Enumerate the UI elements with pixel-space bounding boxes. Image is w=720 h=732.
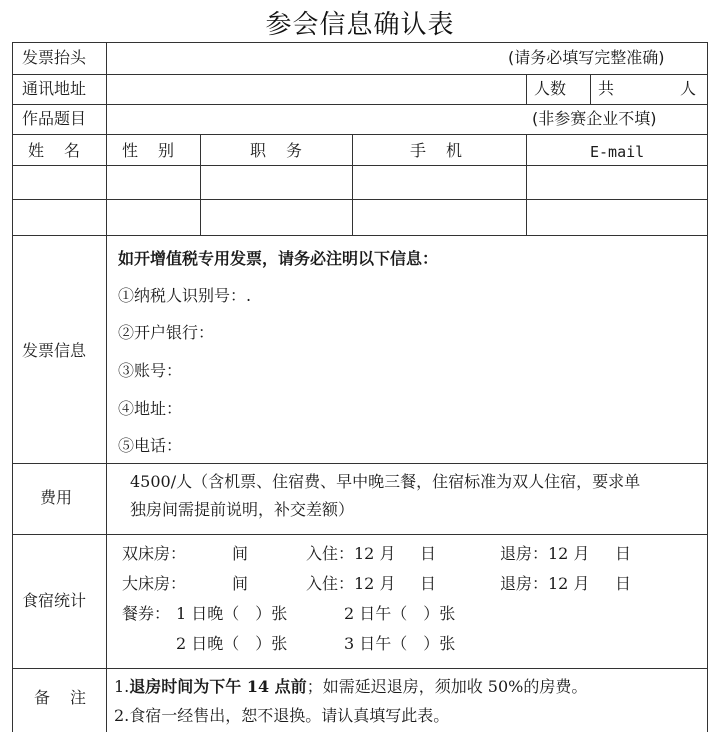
address-label: 通讯地址: [22, 79, 87, 98]
fee-line-2: 独房间需提前说明，补交差额）: [130, 500, 355, 519]
remark-line-2: 2.食宿一经售出，恕不退换。请认真填写此表。: [114, 706, 450, 725]
work-title-label: 作品题目: [22, 109, 87, 128]
account-item: ③账号：: [118, 361, 183, 380]
lodging-label: 食宿统计: [22, 591, 87, 610]
double-checkout-day: 日: [615, 574, 632, 593]
meal-voucher-item: 2 日晚（ ）张: [176, 634, 288, 653]
invoice-title-note: (请务必填写完整准确): [508, 48, 665, 67]
attendee-name-field[interactable]: [14, 167, 104, 198]
grid-line: [12, 104, 708, 105]
attendee-mobile-field[interactable]: [354, 201, 524, 234]
meal-voucher-item: 1 日晚（ ）张: [176, 604, 288, 623]
double-checkin-day: 日: [420, 574, 437, 593]
taxpayer-id-item: ①纳税人识别号：.: [118, 286, 252, 305]
twin-checkin: 入住：12 月: [306, 544, 396, 563]
grid-line: [12, 199, 708, 200]
column-header-gender: 性 别: [122, 141, 177, 160]
invoice-title-label: 发票抬头: [22, 48, 87, 67]
attendee-gender-field[interactable]: [108, 167, 198, 198]
attendee-gender-field[interactable]: [108, 201, 198, 234]
twin-checkin-day: 日: [420, 544, 437, 563]
attendee-name-field[interactable]: [14, 201, 104, 234]
twin-checkout: 退房：12 月: [500, 544, 590, 563]
phone-item: ⑤电话：: [118, 436, 183, 455]
grid-line: [12, 463, 708, 464]
grid-line: [12, 134, 708, 135]
attendee-position-field[interactable]: [202, 201, 350, 234]
headcount-label: 人数: [534, 79, 567, 98]
invoice-info-label: 发票信息: [22, 341, 87, 360]
fee-line-1: 4500/人（含机票、住宿费、早中晚三餐，住宿标准为双人住宿，要求单: [130, 472, 641, 491]
twin-room-unit: 间: [232, 544, 249, 563]
column-header-mobile: 手 机: [410, 141, 465, 160]
grid-line: [200, 134, 201, 235]
grid-line: [590, 74, 591, 104]
invoice-title-field[interactable]: [108, 44, 506, 72]
double-checkout: 退房：12 月: [500, 574, 590, 593]
address-item: ④地址：: [118, 399, 183, 418]
meal-voucher-label: 餐券：: [122, 604, 171, 623]
grid-line: [12, 74, 708, 75]
fee-label: 费用: [40, 488, 73, 507]
grid-line: [12, 165, 708, 166]
grid-line: [526, 134, 527, 235]
attendee-email-field[interactable]: [528, 201, 706, 234]
remark-highlight: 退房时间为下午 14 点前: [129, 677, 307, 696]
grid-line: [12, 235, 708, 236]
work-title-note: (非参赛企业不填): [532, 109, 657, 128]
column-header-position: 职 务: [250, 141, 305, 160]
headcount-prefix: 共: [598, 79, 615, 98]
bank-item: ②开户银行：: [118, 323, 215, 342]
column-header-email: E-mail: [590, 143, 645, 161]
headcount-field[interactable]: [616, 76, 676, 102]
twin-checkout-day: 日: [615, 544, 632, 563]
grid-line: [12, 534, 708, 535]
twin-room-label: 双床房：: [122, 544, 187, 563]
registration-form: [12, 42, 708, 732]
attendee-position-field[interactable]: [202, 167, 350, 198]
double-room-unit: 间: [232, 574, 249, 593]
grid-line: [12, 42, 708, 43]
grid-line: [12, 42, 13, 732]
form-title: 参会信息确认表: [265, 10, 455, 40]
headcount-unit: 人: [680, 79, 697, 98]
attendee-email-field[interactable]: [528, 167, 706, 198]
grid-line: [12, 668, 708, 669]
double-room-label: 大床房：: [122, 574, 187, 593]
grid-line: [707, 42, 708, 732]
attendee-mobile-field[interactable]: [354, 167, 524, 198]
grid-line: [526, 74, 527, 104]
remark-line-1: 1.退房时间为下午 14 点前；如需延迟退房，须加收 50%的房费。: [114, 677, 588, 696]
column-header-name: 姓 名: [28, 141, 83, 160]
double-checkin: 入住：12 月: [306, 574, 396, 593]
meal-voucher-item: 3 日午（ ）张: [344, 634, 456, 653]
meal-voucher-item: 2 日午（ ）张: [344, 604, 456, 623]
grid-line: [352, 134, 353, 235]
address-field[interactable]: [108, 76, 524, 102]
grid-line: [106, 42, 107, 732]
invoice-info-heading: 如开增值税专用发票，请务必注明以下信息：: [118, 249, 439, 268]
remarks-label: 备 注: [34, 688, 89, 707]
work-title-field[interactable]: [108, 106, 526, 132]
